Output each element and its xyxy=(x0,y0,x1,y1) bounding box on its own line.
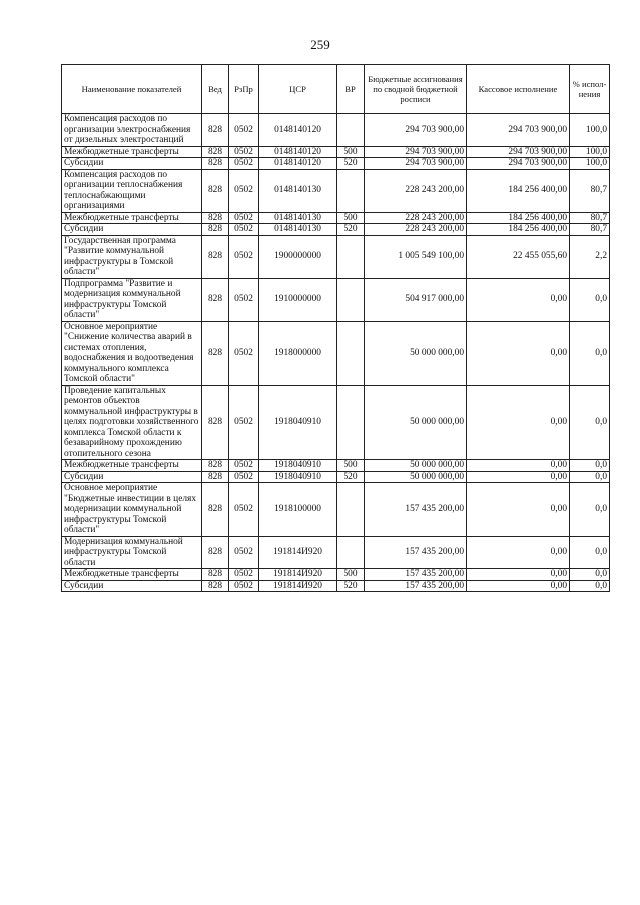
cell-pct: 0,0 xyxy=(570,385,610,460)
cell-name: Межбюджетные трансферты xyxy=(62,460,202,472)
table-row xyxy=(62,321,610,385)
cell-vr: 500 xyxy=(337,569,365,581)
header-cash: Кассовое исполнение xyxy=(467,65,570,114)
cell-rzpr: 0502 xyxy=(229,536,259,569)
cell-name: Подпрограмма "Развитие и модернизация коммунальной инфраструктуры Томской области" xyxy=(62,278,202,321)
header-csr: ЦСР xyxy=(259,65,337,114)
cell-pct: 0,0 xyxy=(570,460,610,472)
cell-cash: 0,00 xyxy=(467,483,570,537)
cell-pct: 0,0 xyxy=(570,471,610,483)
cell-cash: 184 256 400,00 xyxy=(467,169,570,212)
cell-ved: 828 xyxy=(202,536,229,569)
cell-assign: 157 435 200,00 xyxy=(365,569,467,581)
table-row xyxy=(62,385,610,460)
cell-pct: 0,0 xyxy=(570,278,610,321)
cell-assign: 228 243 200,00 xyxy=(365,212,467,224)
cell-assign: 157 435 200,00 xyxy=(365,536,467,569)
cell-csr: 1918000000 xyxy=(259,321,337,385)
cell-rzpr: 0502 xyxy=(229,146,259,158)
cell-ved: 828 xyxy=(202,158,229,170)
cell-pct: 100,0 xyxy=(570,114,610,147)
cell-vr xyxy=(337,536,365,569)
cell-cash: 0,00 xyxy=(467,460,570,472)
cell-ved: 828 xyxy=(202,114,229,147)
cell-pct: 2,2 xyxy=(570,235,610,278)
table-row xyxy=(62,212,610,224)
cell-assign: 50 000 000,00 xyxy=(365,460,467,472)
cell-assign: 294 703 900,00 xyxy=(365,158,467,170)
cell-csr: 0148140130 xyxy=(259,224,337,236)
cell-rzpr: 0502 xyxy=(229,460,259,472)
cell-cash: 184 256 400,00 xyxy=(467,212,570,224)
cell-csr: 1918040910 xyxy=(259,460,337,472)
header-name: Наименование показателей xyxy=(62,65,202,114)
cell-rzpr: 0502 xyxy=(229,483,259,537)
cell-ved: 828 xyxy=(202,224,229,236)
cell-vr xyxy=(337,483,365,537)
cell-assign: 1 005 549 100,00 xyxy=(365,235,467,278)
cell-name: Субсидии xyxy=(62,580,202,592)
cell-ved: 828 xyxy=(202,483,229,537)
cell-ved: 828 xyxy=(202,580,229,592)
cell-ved: 828 xyxy=(202,278,229,321)
cell-csr: 0148140120 xyxy=(259,158,337,170)
cell-name: Государственная программа "Развитие коммунальной инфраструктуры в Томской области" xyxy=(62,235,202,278)
cell-cash: 0,00 xyxy=(467,321,570,385)
cell-name: Основное мероприятие "Бюджетные инвестиции в целях модернизации коммунальной инфраструктуры Томской области" xyxy=(62,483,202,537)
header-assign: Бюджетные ассигнования по сводной бюджетной росписи xyxy=(365,65,467,114)
cell-name: Субсидии xyxy=(62,158,202,170)
cell-rzpr: 0502 xyxy=(229,114,259,147)
cell-vr xyxy=(337,114,365,147)
cell-rzpr: 0502 xyxy=(229,224,259,236)
cell-name: Компенсация расходов по организации теплоснабжения теплоснабжающими организациями xyxy=(62,169,202,212)
table-row xyxy=(62,114,610,147)
table-row xyxy=(62,580,610,592)
cell-pct: 80,7 xyxy=(570,212,610,224)
cell-vr xyxy=(337,169,365,212)
table-row xyxy=(62,483,610,537)
cell-ved: 828 xyxy=(202,212,229,224)
cell-pct: 0,0 xyxy=(570,536,610,569)
budget-table xyxy=(61,64,610,592)
cell-vr: 520 xyxy=(337,580,365,592)
cell-name: Межбюджетные трансферты xyxy=(62,212,202,224)
cell-assign: 228 243 200,00 xyxy=(365,224,467,236)
cell-name: Субсидии xyxy=(62,224,202,236)
cell-vr xyxy=(337,385,365,460)
cell-rzpr: 0502 xyxy=(229,569,259,581)
cell-name: Межбюджетные трансферты xyxy=(62,146,202,158)
cell-cash: 0,00 xyxy=(467,278,570,321)
cell-cash: 22 455 055,60 xyxy=(467,235,570,278)
cell-ved: 828 xyxy=(202,471,229,483)
cell-name: Проведение капитальных ремонтов объектов коммунальной инфраструктуры в целях подготовки хозяйственного комплекса Томской области к безаварийному прохождению отопительного сезона xyxy=(62,385,202,460)
cell-vr xyxy=(337,321,365,385)
table-row xyxy=(62,278,610,321)
table-row xyxy=(62,569,610,581)
cell-pct: 80,7 xyxy=(570,169,610,212)
cell-csr: 0148140120 xyxy=(259,114,337,147)
cell-rzpr: 0502 xyxy=(229,471,259,483)
table-row xyxy=(62,146,610,158)
cell-cash: 0,00 xyxy=(467,580,570,592)
cell-assign: 157 435 200,00 xyxy=(365,483,467,537)
cell-rzpr: 0502 xyxy=(229,278,259,321)
cell-csr: 1918040910 xyxy=(259,471,337,483)
table-header-row xyxy=(62,65,610,114)
cell-rzpr: 0502 xyxy=(229,385,259,460)
header-rzpr: РзПр xyxy=(229,65,259,114)
cell-name: Компенсация расходов по организации электроснабжения от дизельных электростанций xyxy=(62,114,202,147)
cell-assign: 50 000 000,00 xyxy=(365,471,467,483)
table-row xyxy=(62,471,610,483)
cell-ved: 828 xyxy=(202,569,229,581)
cell-csr: 1918100000 xyxy=(259,483,337,537)
cell-csr: 0148140130 xyxy=(259,212,337,224)
cell-csr: 1910000000 xyxy=(259,278,337,321)
cell-rzpr: 0502 xyxy=(229,321,259,385)
cell-vr: 520 xyxy=(337,158,365,170)
cell-rzpr: 0502 xyxy=(229,235,259,278)
cell-ved: 828 xyxy=(202,385,229,460)
cell-ved: 828 xyxy=(202,146,229,158)
cell-name: Модернизация коммунальной инфраструктуры Томской области xyxy=(62,536,202,569)
cell-name: Субсидии xyxy=(62,471,202,483)
cell-pct: 0,0 xyxy=(570,483,610,537)
cell-cash: 294 703 900,00 xyxy=(467,114,570,147)
header-pct: % испол-нения xyxy=(570,65,610,114)
cell-ved: 828 xyxy=(202,169,229,212)
cell-rzpr: 0502 xyxy=(229,158,259,170)
cell-cash: 0,00 xyxy=(467,536,570,569)
cell-assign: 294 703 900,00 xyxy=(365,114,467,147)
cell-assign: 50 000 000,00 xyxy=(365,385,467,460)
cell-vr: 520 xyxy=(337,471,365,483)
cell-rzpr: 0502 xyxy=(229,580,259,592)
cell-assign: 157 435 200,00 xyxy=(365,580,467,592)
table-row xyxy=(62,224,610,236)
cell-csr: 191814И920 xyxy=(259,536,337,569)
cell-csr: 0148140130 xyxy=(259,169,337,212)
cell-vr: 500 xyxy=(337,212,365,224)
cell-name: Основное мероприятие "Снижение количества аварий в системах отопления, водоснабжения и водоотведения коммунального комплекса Томской области" xyxy=(62,321,202,385)
cell-csr: 191814И920 xyxy=(259,580,337,592)
table-row xyxy=(62,536,610,569)
table-row xyxy=(62,169,610,212)
table-row xyxy=(62,235,610,278)
cell-cash: 0,00 xyxy=(467,385,570,460)
cell-pct: 0,0 xyxy=(570,580,610,592)
cell-ved: 828 xyxy=(202,460,229,472)
cell-ved: 828 xyxy=(202,235,229,278)
cell-cash: 0,00 xyxy=(467,569,570,581)
cell-name: Межбюджетные трансферты xyxy=(62,569,202,581)
cell-assign: 504 917 000,00 xyxy=(365,278,467,321)
cell-vr: 500 xyxy=(337,146,365,158)
cell-cash: 294 703 900,00 xyxy=(467,146,570,158)
cell-vr xyxy=(337,278,365,321)
cell-cash: 0,00 xyxy=(467,471,570,483)
cell-pct: 80,7 xyxy=(570,224,610,236)
cell-csr: 0148140120 xyxy=(259,146,337,158)
cell-pct: 100,0 xyxy=(570,158,610,170)
cell-ved: 828 xyxy=(202,321,229,385)
cell-vr: 520 xyxy=(337,224,365,236)
cell-assign: 50 000 000,00 xyxy=(365,321,467,385)
cell-cash: 294 703 900,00 xyxy=(467,158,570,170)
cell-cash: 184 256 400,00 xyxy=(467,224,570,236)
cell-csr: 191814И920 xyxy=(259,569,337,581)
cell-vr xyxy=(337,235,365,278)
page-number: 259 xyxy=(310,37,330,52)
header-vr: ВР xyxy=(337,65,365,114)
table-row xyxy=(62,158,610,170)
cell-csr: 1900000000 xyxy=(259,235,337,278)
cell-vr: 500 xyxy=(337,460,365,472)
cell-pct: 100,0 xyxy=(570,146,610,158)
table-row xyxy=(62,460,610,472)
cell-assign: 228 243 200,00 xyxy=(365,169,467,212)
cell-assign: 294 703 900,00 xyxy=(365,146,467,158)
cell-pct: 0,0 xyxy=(570,321,610,385)
cell-rzpr: 0502 xyxy=(229,169,259,212)
header-ved: Вед xyxy=(202,65,229,114)
cell-rzpr: 0502 xyxy=(229,212,259,224)
cell-csr: 1918040910 xyxy=(259,385,337,460)
cell-pct: 0,0 xyxy=(570,569,610,581)
